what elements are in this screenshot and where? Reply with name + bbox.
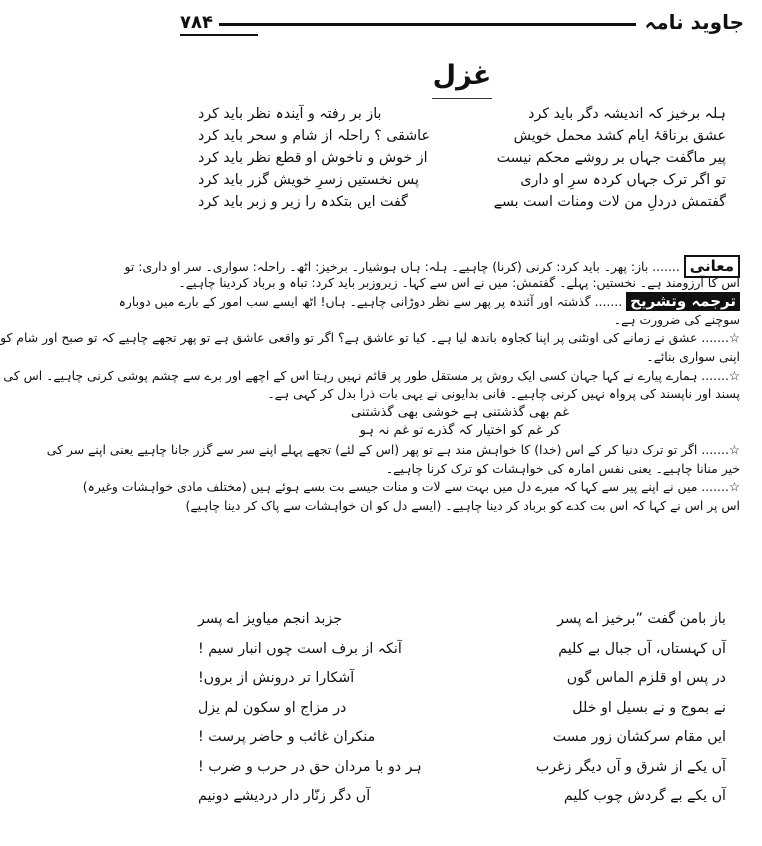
quoted-couplet-line: کر غم کو اختیار کہ گذرے تو غم نہ ہو bbox=[359, 423, 561, 439]
verse-row bbox=[198, 103, 726, 125]
verse-left: جزبد انجم میاویز اے پسر bbox=[198, 611, 343, 627]
verse-row bbox=[198, 635, 726, 665]
verse-right: نے بموج و نے بسیل او خلل bbox=[572, 699, 726, 716]
paragraph-line: پسند اور ناپسند کی پرواہ نہیں کرنی چاہیے۔ فانی بدایونی نے یہی بات ذرا بدل کر کہی ہے۔ bbox=[267, 386, 740, 402]
translation-label: ترجمہ وتشریح bbox=[626, 292, 740, 311]
verse-left: آشکارا تر درونش از بروں! bbox=[198, 670, 355, 686]
verse-left: گفت ایں بتکدہ را زیر و زبر باید کرد bbox=[198, 194, 408, 210]
meanings-line: اس کا آرزومند ہے۔ نخستیں: پہلے۔ گفتمش: میں نے اس سے کہا۔ زیروزبر باید کرد: تباہ و برباد کردینا چاہیے۔ bbox=[178, 274, 740, 290]
heading-underline bbox=[432, 98, 492, 99]
verse-right: گفتمش دردلِ من لات ومنات است بسے bbox=[493, 194, 726, 210]
paragraph-line: خیر منانا چاہیے۔ یعنی نفس امارہ کی خواہشات کو ترک کرنا چاہیے۔ bbox=[385, 460, 740, 476]
verse-right: آں یکے بے گردش چوب کلیم bbox=[563, 788, 726, 804]
verse-right: ہلہ برخیز کہ اندیشہ دگر باید کرد bbox=[528, 106, 726, 122]
verse-row bbox=[198, 723, 726, 753]
paragraph-line: اپنی سواری بنائے۔ bbox=[646, 348, 740, 364]
verse-row bbox=[198, 753, 726, 783]
commentary bbox=[0, 255, 740, 515]
verse-left: در مزاج او سکون لم یزل bbox=[198, 699, 347, 716]
verse-right: آں یکے از شرق و آں دیگر زغرب bbox=[535, 758, 726, 775]
running-header bbox=[180, 10, 744, 34]
verse-left: عاشقی ؟ راحلہ از شام و سحر باید کرد bbox=[198, 128, 430, 144]
verse-left: آنکہ از برف است چوں انبار سیم ! bbox=[198, 640, 402, 657]
ghazal-verses bbox=[198, 103, 726, 213]
verse-left: منکران غائب و حاضر پرست ! bbox=[198, 729, 376, 745]
verse-row bbox=[198, 147, 726, 169]
translation-text: ....... گذشتہ اور آئندہ پر پھر سے نظر دوڑانی چاہیے۔ ہاں! اٹھ ایسے سب امور کے بارے میں دوبارہ bbox=[118, 294, 623, 310]
translation-line bbox=[118, 292, 740, 311]
verse-left: ہر دو با مردان حق در حرب و ضرب ! bbox=[198, 758, 422, 775]
verse-row bbox=[198, 605, 726, 635]
verse-row bbox=[198, 125, 726, 147]
verse-left: از خوش و ناخوش او قطع نظر باید کرد bbox=[198, 150, 428, 166]
verse-row bbox=[198, 664, 726, 694]
verse-row bbox=[198, 694, 726, 724]
verse-right: در پس او قلزم الماس گوں bbox=[566, 670, 726, 686]
page-number-underline bbox=[180, 34, 258, 36]
paragraph-line: ☆....... ہمارے پیارے نے کہا جہان کسی ایک روش پر مستقل طور پر قائم نہیں رہتا اس کے اچھے اور برے سے چشم پوشی کرنی چاہیے۔ اس کی bbox=[3, 367, 740, 383]
quoted-couplet-line: غم بھی گذشتنی ہے خوشی بھی گذشتنی bbox=[350, 404, 570, 420]
verse-right: پیر ماگفت جہاں بر روشے محکم نیست bbox=[496, 150, 726, 166]
verse-row bbox=[198, 782, 726, 812]
masnavi-verses bbox=[198, 605, 726, 812]
verse-right: آں کہستاں، آں جبال بے کلیم bbox=[558, 640, 726, 657]
paragraph-line: اس پر اس نے کہا کہ اس بت کدے کو برباد کر دینا چاہیے۔ (ایسے دل کو ان خواہشات سے پاک کر دینا چاہیے) bbox=[185, 497, 740, 513]
verse-right: تو اگر ترک جہاں کردہ سرِ او داری bbox=[520, 172, 726, 188]
paragraph-line: ☆....... عشق نے زمانے کی اونٹنی پر اپنا کجاوہ باندھ لیا ہے۔ کیا تو عاشق ہے؟ اگر تو واقعی عاشق ہے تو پھر تجھے چاہیے کہ تو صبح اور شام کو bbox=[0, 330, 740, 346]
header-rule bbox=[219, 23, 637, 26]
verse-right: ایں مقام سرکشان زور مست bbox=[552, 729, 726, 745]
verse-right: عشق برناقۂ ایام کشد محمل خویش bbox=[513, 128, 726, 144]
meanings-text: ....... باز: پھر۔ باید کرد: کرنی (کرنا) چاہیے۔ ہلہ: ہاں ہوشیار۔ برخیز: اٹھ۔ راحلہ: سواری۔ سر او داری: تو bbox=[124, 259, 680, 274]
paragraph-line: ☆....... اگر تو ترک دنیا کر کے اس (خدا) کا خواہش مند ہے تو پھر (اس کے لئے) تجھے پہلے اپنے سر سے گزر جانا چاہیے یعنی اپنے سر کی bbox=[46, 441, 740, 457]
page-number: ۷۸۴ bbox=[180, 11, 213, 33]
verse-left: پس نخستیں زسرِ خویش گزر باید کرد bbox=[198, 172, 419, 188]
verse-left: آں دگر زنّار دار دردیشے دونیم bbox=[198, 788, 371, 804]
meanings-label: معانی bbox=[684, 255, 740, 278]
verse-row bbox=[198, 191, 726, 213]
section-heading: غزل bbox=[432, 60, 492, 91]
meanings-line bbox=[124, 255, 740, 275]
translation-line: سوچنے کی ضرورت ہے۔ bbox=[613, 311, 740, 327]
verse-row bbox=[198, 169, 726, 191]
book-title: جاوید نامہ bbox=[644, 10, 744, 34]
verse-right: باز بامن گفت ”برخیز اے پسر bbox=[557, 611, 726, 627]
verse-left: باز بر رفتہ و آیندہ نظر باید کرد bbox=[198, 106, 382, 122]
paragraph-line: ☆....... میں نے اپنے پیر سے کہا کہ میرے دل میں بہت سے لات و منات جیسے بت بسے ہوئے ہیں (مختلف مادی خواہشات وغیرہ) bbox=[82, 479, 740, 495]
